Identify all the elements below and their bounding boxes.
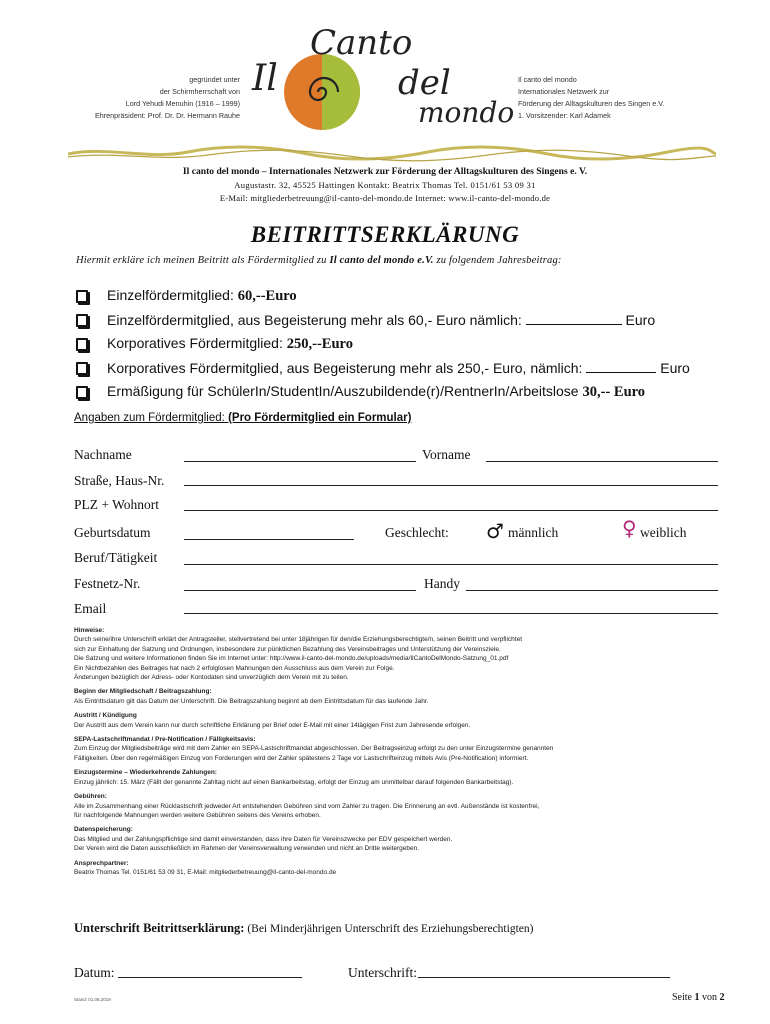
notes-line: Beatrix Thomas Tel. 0151/61 53 09 31, E-Mail: mitgliederbetreuung@il-canto-del-mondo.de — [74, 868, 337, 876]
notes-heading: Ansprechpartner: — [74, 859, 129, 867]
intro-tail: zu folgendem Jahresbeitrag: — [433, 255, 562, 266]
notes-heading: Datenspeicherung: — [74, 826, 133, 834]
option-row[interactable] — [76, 333, 353, 355]
logo-mondo: mondo — [418, 96, 515, 129]
founder-line: gegründet unter — [189, 75, 240, 84]
signature-title: Unterschrift Beitrittserklärung: — [74, 921, 245, 935]
logo — [250, 22, 515, 137]
date-field[interactable] — [118, 977, 302, 978]
signature-note: (Bei Minderjährigen Unterschrift des Erziehungsberechtigten) — [244, 923, 534, 935]
stand-date: Stand: 01.06.2019 — [74, 997, 111, 1002]
association-line: Il canto del mondo — [518, 75, 577, 84]
notes-heading: Gebühren: — [74, 793, 107, 801]
festnetz-field[interactable] — [184, 590, 416, 591]
section-label: Angaben zum Fördermitglied: — [74, 412, 229, 424]
date-label: Datum: — [74, 965, 115, 980]
strasse-label: Straße, Haus-Nr. — [74, 473, 165, 488]
vorname-label: Vorname — [422, 447, 471, 462]
logo-del: del — [398, 63, 451, 103]
founder-info — [40, 74, 240, 122]
org-address: Augustastr. 32, 45525 Hattingen Kontakt: Beatrix Thomas Tel. 0151/61 53 09 31 — [234, 180, 536, 190]
handy-field[interactable] — [466, 590, 718, 591]
checkbox[interactable] — [76, 386, 88, 399]
option-amount: 60,--Euro — [237, 288, 297, 304]
geschlecht-label: Geschlecht: — [385, 525, 449, 540]
signature-field[interactable] — [418, 977, 670, 978]
section-title — [74, 412, 411, 424]
maennlich-label: männlich — [508, 525, 559, 540]
amount-blank[interactable] — [586, 360, 656, 373]
org-contact: E-Mail: mitgliederbetreuung@il-canto-del-mondo.de Internet: www.il-canto-del-mondo.de — [219, 193, 551, 203]
option-label: Korporatives Fördermitglied, aus Begeisterung mehr als 250,- Euro, nämlich: — [107, 360, 587, 376]
beruf-field[interactable] — [184, 564, 718, 565]
notes-heading: SEPA-Lastschriftmandat / Pre-Notification / Fälligkeitsavis: — [74, 736, 256, 744]
founder-line: Lord Yehudi Menuhin (1916 – 1999) — [125, 99, 240, 108]
page-total: 2 — [719, 992, 725, 1003]
female-icon[interactable]: ♀ — [622, 516, 637, 540]
signature-label: Unterschrift: — [348, 965, 417, 980]
option-label: Einzelfördermitglied, aus Begeisterung mehr als 60,- Euro nämlich: — [107, 312, 526, 328]
option-label: Einzelfördermitglied: — [107, 287, 238, 303]
notes-line: Die Satzung und weitere Informationen finden Sie im Internet unter: http://www.il-canto-del-mondo.de/uploads/media/IlCantoDelMondo-Satzung_01.pdf — [74, 655, 509, 663]
section-note: (Pro Fördermitglied ein Formular) — [228, 412, 412, 424]
notes-line: Änderungen bezüglich der Adress- oder Kontodaten sind unverzüglich dem Verein mit zu teilen. — [74, 674, 349, 682]
notes-block-einzug — [74, 768, 714, 787]
notes-block-hinweise — [74, 626, 714, 682]
option-label: Korporatives Fördermitglied: — [107, 335, 287, 351]
nachname-label: Nachname — [74, 447, 132, 462]
option-tail: Euro — [621, 312, 656, 328]
founder-line: Ehrenpräsident: Prof. Dr. Dr. Hermann Rauhe — [94, 111, 240, 120]
notes-line: Ein Nichtbezahlen des Beitrages hat nach 2 erfolglosen Mahnungen den Ausschluss aus dem Verein zur Folge. — [74, 664, 395, 672]
email-field[interactable] — [184, 613, 718, 614]
notes-heading: Austritt / Kündigung — [74, 712, 137, 720]
founder-line: der Schirmherrschaft von — [159, 87, 240, 96]
nachname-field[interactable] — [184, 461, 416, 462]
notes-line: Durch seine/ihre Unterschrift erklärt der Antragsteller, stellvertretend bei unter 18jährigen für den/die Erziehungsberechtigte/n, seinen Beitritt und verpflichtet — [74, 636, 523, 644]
notes-heading: Hinweise: — [74, 627, 105, 634]
logo-canto: Canto — [310, 23, 413, 63]
intro-lead: Hiermit erkläre ich meinen Beitritt als Fördermitglied zu — [76, 255, 330, 266]
intro-text — [76, 255, 562, 266]
intro-org: Il canto del mondo e.V. — [329, 255, 434, 266]
notes-line: Einzug jährlich: 15. März (Fällt der genannte Zahltag nicht auf einen Bankarbeitstag, erfolgt der Einzug am unmittelbar darauf folgenden Bankarbeitstag). — [74, 778, 514, 786]
checkbox[interactable] — [76, 362, 88, 375]
notes-line: Fälligkeiten. Über den regelmäßigen Einzug von Forderungen wird der Zahler spätestens 2 Tage vor Lastschrifteinzug mittels Avis (Pre-Notification) informiert. — [74, 754, 529, 762]
geburtsdatum-field[interactable] — [184, 539, 354, 540]
beruf-label: Beruf/Tätigkeit — [74, 550, 158, 565]
notes-block-gebuehren — [74, 792, 714, 820]
association-line: 1. Vorsitzender: Karl Adamek — [518, 111, 611, 120]
option-label: Ermäßigung für SchülerIn/StudentIn/Auszubildende(r)/RentnerIn/Arbeitslose — [107, 383, 583, 399]
signature-heading — [74, 921, 533, 936]
option-row[interactable] — [76, 357, 690, 379]
logo-green-half — [322, 54, 360, 130]
checkbox[interactable] — [76, 290, 88, 303]
plz-field[interactable] — [184, 510, 718, 511]
notes-block-kontakt — [74, 859, 714, 878]
plz-label: PLZ + Wohnort — [74, 497, 160, 512]
notes-line: Als Eintrittsdatum gilt das Datum der Unterschrift. Die Beitragszahlung beginnt ab dem Eintrittsdatum für das laufende Jahr. — [74, 697, 429, 705]
notes-line: sich zur Einhaltung der Satzung und Ordnungen, insbesondere zur pünktlichen Bezahlung des Vereinsbeitrages und Unterstützung der Vereinsziele. — [74, 645, 501, 653]
geburtsdatum-label: Geburtsdatum — [74, 525, 151, 540]
notes-block-daten — [74, 825, 714, 853]
handy-label: Handy — [424, 576, 460, 591]
option-row[interactable] — [76, 381, 645, 403]
notes-heading: Beginn der Mitgliedschaft / Beitragszahlung: — [74, 688, 212, 696]
notes-line: Zum Einzug der Mitgliedsbeiträge wird mit dem Zahler ein SEPA-Lastschriftmandat abgeschlossen. Der Beitragseinzug erfolgt zu den unter Einzugstermine genannten — [74, 745, 554, 753]
logo-il: Il — [252, 58, 278, 99]
notes-line: Der Austritt aus dem Verein kann nur durch schriftliche Erklärung per Brief oder E-Mail mit einer 14tägigen Frist zum Jahresende erfolgen. — [74, 721, 471, 729]
decorative-wave — [68, 142, 716, 164]
notes-line: Alle im Zusammenhang einer Rücklastschrift jedweder Art entstehenden Gebühren sind vom Zahler zu tragen. Die Erinnerung an evtl. Außenstände ist kostenfrei, — [74, 802, 540, 810]
option-amount: 250,--Euro — [286, 336, 353, 352]
amount-blank[interactable] — [526, 312, 622, 325]
page-prefix: Seite — [672, 992, 695, 1003]
weiblich-label: weiblich — [640, 525, 687, 540]
option-amount: 30,-- Euro — [582, 384, 646, 400]
option-tail: Euro — [656, 360, 690, 376]
notes-heading: Einzugstermine – Wiederkehrende Zahlungen: — [74, 769, 217, 777]
notes-section — [74, 626, 714, 882]
option-row[interactable] — [76, 309, 655, 331]
checkbox[interactable] — [76, 314, 88, 327]
email-label: Email — [74, 601, 107, 616]
notes-block-beginn — [74, 687, 714, 706]
option-row[interactable] — [76, 285, 297, 307]
notes-line: Das Mitglied und der Zahlungspflichtige sind damit einverstanden, dass ihre Daten für Vereinszwecke per EDV gespeichert werden. — [74, 835, 453, 843]
page-title: BEITRITTSERKLÄRUNG — [250, 222, 520, 247]
page-number — [672, 992, 725, 1003]
festnetz-label: Festnetz-Nr. — [74, 576, 141, 591]
association-line: Förderung der Alltagskulturen des Singen e.V. — [518, 99, 665, 108]
org-name: Il canto del mondo – Internationales Netzwerk zur Förderung der Alltagskulturen des Singens e. V. — [182, 166, 588, 177]
notes-block-sepa — [74, 735, 714, 763]
vorname-field[interactable] — [486, 461, 718, 462]
notes-line: für nachfolgende Mahnungen werden weitere Gebühren seitens des Vereins erhoben. — [74, 811, 321, 819]
checkbox[interactable] — [76, 338, 88, 351]
association-info — [518, 74, 738, 122]
notes-block-austritt — [74, 711, 714, 730]
page-mid: von — [699, 992, 720, 1003]
page-current: 1 — [694, 992, 700, 1003]
association-line: Internationales Netzwerk zur — [518, 87, 610, 96]
strasse-field[interactable] — [184, 485, 718, 486]
notes-line: Der Verein wird die Daten ausschließlich im Rahmen der Vereinsverwaltung verwenden und nicht an Dritte weitergeben. — [74, 845, 420, 853]
male-icon[interactable]: ♂ — [486, 519, 504, 543]
